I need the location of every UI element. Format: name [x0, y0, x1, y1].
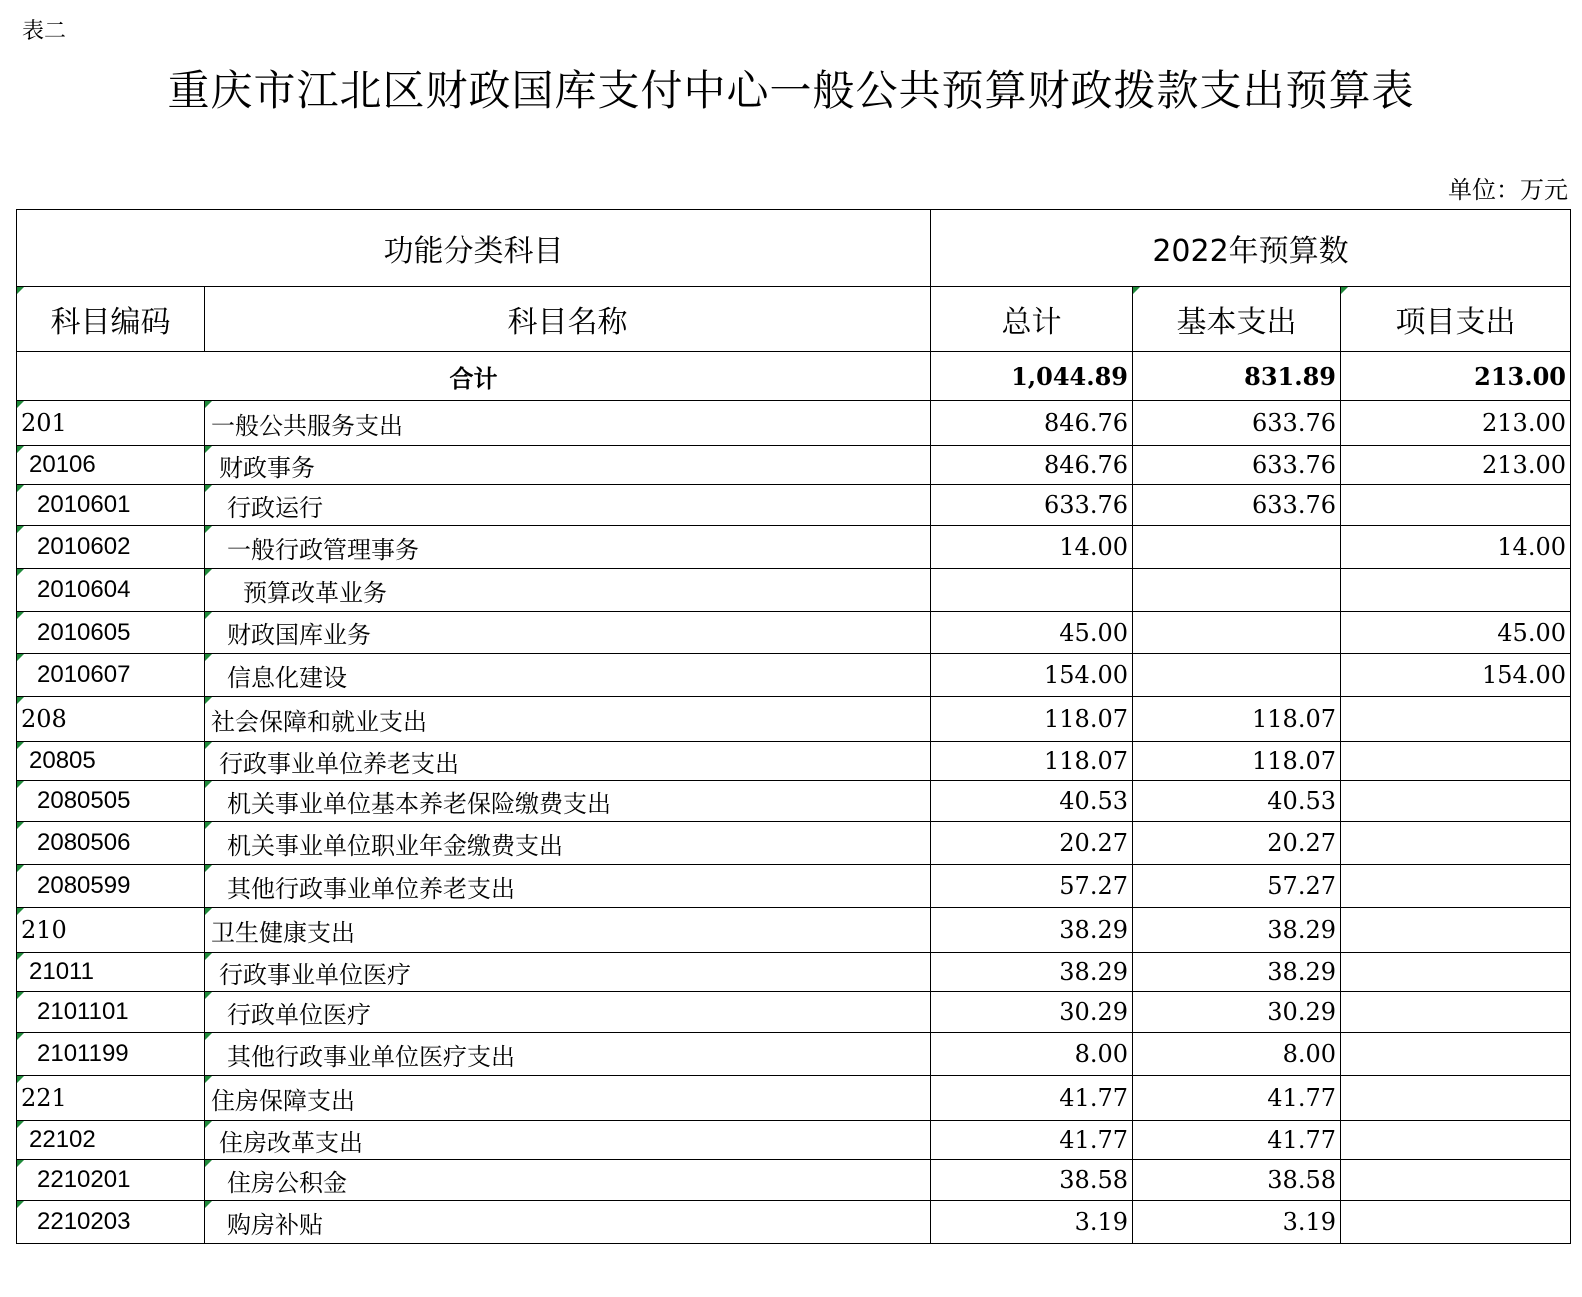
- row-project: [1341, 1121, 1571, 1160]
- row-name: 机关事业单位基本养老保险缴费支出: [205, 781, 931, 822]
- table-row: [17, 1121, 1571, 1160]
- table-row: [17, 1076, 1571, 1121]
- row-total: 41.77: [931, 1121, 1133, 1160]
- row-name: 社会保障和就业支出: [205, 697, 931, 742]
- row-total: 41.77: [931, 1076, 1133, 1121]
- table-row: [17, 697, 1571, 742]
- row-total: 846.76: [931, 401, 1133, 446]
- row-code: 2210203: [17, 1201, 205, 1244]
- table-row: [17, 1201, 1571, 1244]
- sum-project: 213.00: [1341, 352, 1571, 401]
- row-code: 221: [17, 1076, 205, 1121]
- row-total: 38.29: [931, 953, 1133, 992]
- group-func-header: 功能分类科目: [17, 210, 931, 287]
- row-basic: [1133, 654, 1341, 697]
- row-code: 2010601: [17, 485, 205, 526]
- row-code: 20805: [17, 742, 205, 781]
- row-project: [1341, 569, 1571, 612]
- header-row-columns: [17, 287, 1571, 352]
- row-name: 购房补贴: [205, 1201, 931, 1244]
- row-name: 住房公积金: [205, 1160, 931, 1201]
- row-total: 30.29: [931, 992, 1133, 1033]
- header-row-group: [17, 210, 1571, 287]
- col-code-header: 科目编码: [17, 287, 205, 352]
- row-code: 2010602: [17, 526, 205, 569]
- table-row: [17, 781, 1571, 822]
- row-total: [931, 569, 1133, 612]
- row-basic: 38.29: [1133, 953, 1341, 992]
- row-name: 其他行政事业单位医疗支出: [205, 1033, 931, 1076]
- table-row: [17, 612, 1571, 654]
- row-total: 20.27: [931, 822, 1133, 865]
- page-title: 重庆市江北区财政国库支付中心一般公共预算财政拨款支出预算表: [167, 66, 1415, 115]
- row-code: 2010604: [17, 569, 205, 612]
- table-row: [17, 953, 1571, 992]
- row-basic: 38.58: [1133, 1160, 1341, 1201]
- row-total: 118.07: [931, 742, 1133, 781]
- row-basic: 57.27: [1133, 865, 1341, 908]
- table-row: [17, 742, 1571, 781]
- row-code: 22102: [17, 1121, 205, 1160]
- row-code: 2010605: [17, 612, 205, 654]
- row-name: 行政运行: [205, 485, 931, 526]
- row-basic: 20.27: [1133, 822, 1341, 865]
- row-total: 118.07: [931, 697, 1133, 742]
- row-basic: 38.29: [1133, 908, 1341, 953]
- sum-label: 合计: [17, 352, 931, 401]
- table-row: [17, 1033, 1571, 1076]
- row-basic: 633.76: [1133, 401, 1341, 446]
- row-name: 行政事业单位医疗: [205, 953, 931, 992]
- row-name: 信息化建设: [205, 654, 931, 697]
- table-row: [17, 569, 1571, 612]
- row-total: 633.76: [931, 485, 1133, 526]
- row-name: 行政单位医疗: [205, 992, 931, 1033]
- row-total: 8.00: [931, 1033, 1133, 1076]
- row-name: 预算改革业务: [205, 569, 931, 612]
- table-row: [17, 865, 1571, 908]
- row-total: 846.76: [931, 446, 1133, 485]
- row-total: 57.27: [931, 865, 1133, 908]
- row-project: [1341, 485, 1571, 526]
- row-project: [1341, 1160, 1571, 1201]
- row-project: [1341, 781, 1571, 822]
- row-basic: [1133, 612, 1341, 654]
- row-project: [1341, 742, 1571, 781]
- row-project: [1341, 1201, 1571, 1244]
- row-basic: 8.00: [1133, 1033, 1341, 1076]
- col-name-header: 科目名称: [205, 287, 931, 352]
- sum-row: [17, 352, 1571, 401]
- row-project: 213.00: [1341, 401, 1571, 446]
- col-project-header: 项目支出: [1341, 287, 1571, 352]
- row-code: 2080505: [17, 781, 205, 822]
- row-total: 45.00: [931, 612, 1133, 654]
- row-name: 财政国库业务: [205, 612, 931, 654]
- row-code: 2080599: [17, 865, 205, 908]
- sum-basic: 831.89: [1133, 352, 1341, 401]
- row-total: 38.29: [931, 908, 1133, 953]
- sum-total: 1,044.89: [931, 352, 1133, 401]
- table-row: [17, 401, 1571, 446]
- row-project: [1341, 1033, 1571, 1076]
- col-basic-header: 基本支出: [1133, 287, 1341, 352]
- row-name: 一般行政管理事务: [205, 526, 931, 569]
- row-project: [1341, 1076, 1571, 1121]
- table-row: [17, 1160, 1571, 1201]
- row-basic: [1133, 526, 1341, 569]
- table-row: [17, 822, 1571, 865]
- row-code: 2010607: [17, 654, 205, 697]
- row-project: 154.00: [1341, 654, 1571, 697]
- row-basic: 633.76: [1133, 446, 1341, 485]
- row-basic: 41.77: [1133, 1121, 1341, 1160]
- row-basic: 41.77: [1133, 1076, 1341, 1121]
- row-total: 154.00: [931, 654, 1133, 697]
- row-basic: 40.53: [1133, 781, 1341, 822]
- row-basic: [1133, 569, 1341, 612]
- table-row: [17, 485, 1571, 526]
- row-name: 机关事业单位职业年金缴费支出: [205, 822, 931, 865]
- table-tag: 表二: [22, 19, 67, 44]
- unit-label: 单位：万元: [1448, 176, 1568, 204]
- table-row: [17, 446, 1571, 485]
- row-project: [1341, 992, 1571, 1033]
- row-project: [1341, 908, 1571, 953]
- row-total: 14.00: [931, 526, 1133, 569]
- row-name: 卫生健康支出: [205, 908, 931, 953]
- table-row: [17, 526, 1571, 569]
- row-name: 其他行政事业单位养老支出: [205, 865, 931, 908]
- col-total-header: 总计: [931, 287, 1133, 352]
- row-total: 40.53: [931, 781, 1133, 822]
- row-project: [1341, 697, 1571, 742]
- row-code: 2080506: [17, 822, 205, 865]
- row-basic: 118.07: [1133, 742, 1341, 781]
- row-name: 住房保障支出: [205, 1076, 931, 1121]
- row-code: 208: [17, 697, 205, 742]
- row-code: 2101101: [17, 992, 205, 1033]
- row-name: 住房改革支出: [205, 1121, 931, 1160]
- row-total: 38.58: [931, 1160, 1133, 1201]
- row-project: [1341, 822, 1571, 865]
- row-code: 210: [17, 908, 205, 953]
- row-basic: 118.07: [1133, 697, 1341, 742]
- row-project: 213.00: [1341, 446, 1571, 485]
- row-code: 2210201: [17, 1160, 205, 1201]
- row-project: 45.00: [1341, 612, 1571, 654]
- row-code: 201: [17, 401, 205, 446]
- group-budget-header: 2022年预算数: [931, 210, 1571, 287]
- row-code: 21011: [17, 953, 205, 992]
- row-basic: 3.19: [1133, 1201, 1341, 1244]
- budget-table: [16, 209, 1571, 1244]
- row-name: 一般公共服务支出: [205, 401, 931, 446]
- table-row: [17, 908, 1571, 953]
- table-row: [17, 992, 1571, 1033]
- row-basic: 30.29: [1133, 992, 1341, 1033]
- row-basic: 633.76: [1133, 485, 1341, 526]
- row-code: 2101199: [17, 1033, 205, 1076]
- row-project: [1341, 953, 1571, 992]
- row-code: 20106: [17, 446, 205, 485]
- row-name: 行政事业单位养老支出: [205, 742, 931, 781]
- row-total: 3.19: [931, 1201, 1133, 1244]
- row-name: 财政事务: [205, 446, 931, 485]
- table-row: [17, 654, 1571, 697]
- row-project: 14.00: [1341, 526, 1571, 569]
- row-project: [1341, 865, 1571, 908]
